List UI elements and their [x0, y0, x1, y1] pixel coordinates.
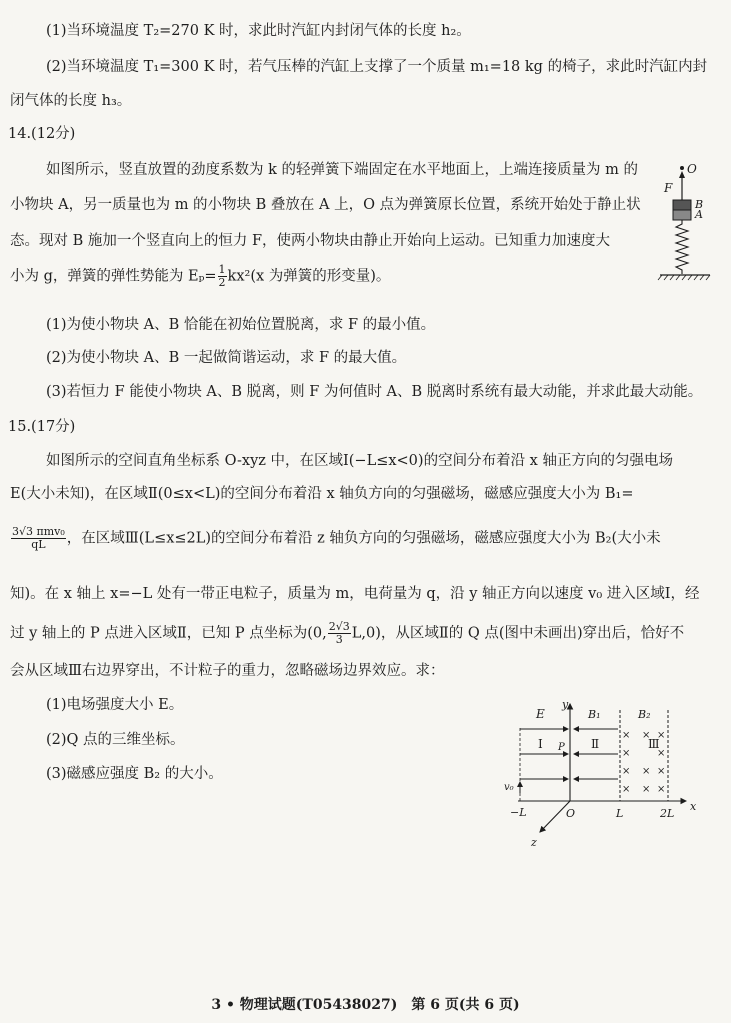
q14-header: 14.(12分): [8, 126, 76, 142]
q14-question3: (3)若恒力 F 能使小物块 A、B 脱离，则 F 为何值时 A、B 脱离时系统有最大动能，并求此最大动能。: [46, 384, 703, 400]
label-origin: O: [566, 807, 576, 820]
b1-fraction: $\frac{\text{3√3 πmv₀}}{qL}$: [12, 525, 65, 551]
label-b: B: [695, 198, 704, 211]
field-region-figure: [498, 696, 708, 856]
label-x: x: [690, 800, 697, 813]
label-2l: 2L: [660, 807, 675, 820]
spring-block-figure: [650, 152, 722, 287]
label-b2: B₂: [638, 708, 651, 721]
point-o-marker: [680, 166, 684, 170]
ground-hatch: [658, 275, 710, 280]
b2-cross: ×: [622, 784, 631, 795]
b2-cross: ×: [642, 784, 651, 795]
q15-header: 15.(17分): [8, 419, 76, 435]
b2-cross: ×: [657, 766, 666, 777]
q15-question1: (1)电场强度大小 E。: [46, 697, 184, 713]
label-region-2: Ⅱ: [591, 737, 600, 751]
q15-stem-line2: E(大小未知)，在区域Ⅱ(0≤x<L)的空间分布着沿 x 轴负方向的匀强磁场，磁感应强度大小为 B₁=: [10, 486, 634, 502]
q15-stem-line5: 过 y 轴上的 P 点进入区域Ⅱ，已知 P 点坐标为(0, $\frac{2√3}{3}$ L,0)，从区域Ⅱ的 Q 点(图中未画出)穿出后，恰好不: [10, 620, 685, 646]
label-minus-l: −L: [510, 806, 527, 819]
label-o: O: [687, 162, 697, 176]
q15-question2: (2)Q 点的三维坐标。: [46, 732, 185, 748]
b2-cross: ×: [642, 730, 651, 741]
label-f: F: [664, 181, 673, 195]
label-p: P: [558, 742, 565, 753]
electric-field-lines: [520, 729, 568, 779]
q14-stem-line3: 态。现对 B 施加一个竖直向上的恒力 F，使两小物块由静止开始向上运动。已知重力加速度大: [10, 233, 611, 249]
b2-cross: ×: [622, 748, 631, 759]
q13-part1: (1)当环境温度 T₂=270 K 时，求此时汽缸内封闭气体的长度 h₂。: [46, 23, 471, 39]
b2-cross: ×: [657, 784, 666, 795]
label-y: y: [562, 698, 569, 711]
block-b: [673, 200, 691, 210]
b2-cross: ×: [657, 748, 666, 759]
label-region-1: Ⅰ: [538, 737, 543, 751]
q15-stem-line1: 如图所示的空间直角坐标系 O-xyz 中，在区域Ⅰ(−L≤x<0)的空间分布着沿 x 轴正方向的匀强电场: [46, 453, 673, 469]
label-v0: v₀: [504, 782, 514, 793]
label-a: A: [695, 208, 703, 221]
magnetic-field-b2-crosses: [622, 730, 665, 795]
force-arrowhead: [679, 171, 685, 178]
q14-stem-line2: 小物块 A，另一质量也为 m 的小物块 B 叠放在 A 上，O 点为弹簧原长位置，系统开始处于静止状: [10, 197, 641, 213]
energy-fraction: $\frac{1}{2}$: [218, 263, 226, 289]
q14-stem-line1: 如图所示，竖直放置的劲度系数为 k 的轻弹簧下端固定在水平地面上，上端连接质量为 m 的: [46, 162, 638, 178]
q14-question2: (2)为使小物块 A、B 一起做简谐运动，求 F 的最大值。: [46, 350, 407, 366]
b2-cross: ×: [657, 730, 666, 741]
q13-part2-cont: 闭气体的长度 h₃。: [10, 93, 132, 109]
q15-stem-line4: 知)。在 x 轴上 x=−L 处有一带正电粒子，质量为 m，电荷量为 q，沿 y 轴正方向以速度 v₀ 进入区域Ⅰ，经: [10, 586, 700, 602]
label-b1: B₁: [588, 708, 601, 721]
q15-stem-line3: $\frac{\text{3√3 πmv₀}}{qL}$ ，在区域Ⅲ(L≤x≤2L)的空间分布着沿 z 轴负方向的匀强磁场，磁感应强度大小为 B₂(大小未: [12, 525, 661, 551]
b2-cross: ×: [622, 730, 631, 741]
q15-stem-line6: 会从区域Ⅲ右边界穿出，不计粒子的重力，忽略磁场边界效应。求：: [10, 663, 445, 679]
q15-question3: (3)磁感应强度 B₂ 的大小。: [46, 766, 223, 782]
b2-cross: ×: [642, 766, 651, 777]
spring-coil: [676, 220, 688, 274]
p-coord-fraction: $\frac{2√3}{3}$: [328, 620, 350, 646]
label-e: E: [536, 707, 545, 721]
label-region-3: Ⅲ: [648, 737, 660, 751]
b2-cross: ×: [622, 766, 631, 777]
q14-stem-line4: 小为 g，弹簧的弹性势能为 Eₚ= $\frac{1}{2}$ kx²(x 为弹簧的形变量)。: [10, 263, 391, 289]
label-l: L: [616, 807, 624, 820]
q14-question1: (1)为使小物块 A、B 恰能在初始位置脱离，求 F 的最小值。: [46, 317, 436, 333]
page-footer: 3 • 物理试题(T05438027) 第 6 页(共 6 页): [211, 997, 520, 1013]
q13-part2: (2)当环境温度 T₁=300 K 时，若气压棒的汽缸上支撑了一个质量 m₁=18 kg 的椅子，求此时汽缸内封: [46, 59, 708, 75]
block-a: [673, 210, 691, 220]
label-z: z: [531, 836, 537, 849]
